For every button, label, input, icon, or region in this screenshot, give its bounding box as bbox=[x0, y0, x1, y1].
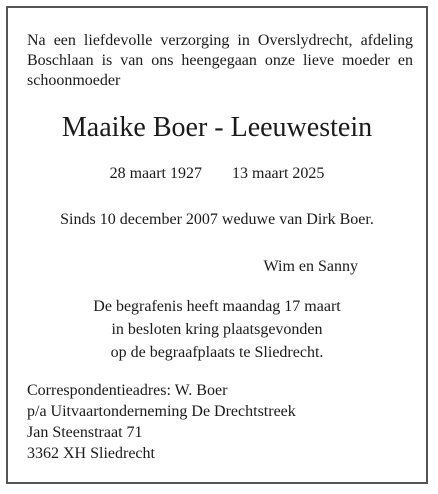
funeral-line: in besloten kring plaatsgevonden bbox=[111, 321, 323, 338]
address-line: 3362 XH Sliedrecht bbox=[27, 445, 155, 462]
address-line: p/a Uitvaartonderneming De Drechtstreek bbox=[27, 403, 296, 420]
life-dates bbox=[8, 164, 426, 184]
correspondence-address bbox=[27, 380, 296, 464]
funeral-text bbox=[8, 295, 426, 364]
deceased-name: Maaike Boer - Leeuwestein bbox=[61, 112, 373, 143]
widow-line: Sinds 10 december 2007 weduwe van Dirk Boer. bbox=[60, 211, 374, 228]
funeral-line: op de begraafplaats te Sliedrecht. bbox=[110, 344, 324, 361]
death-notice-card bbox=[6, 6, 428, 484]
signed-by: Wim en Sanny bbox=[263, 258, 358, 275]
birth-date: 28 maart 1927 bbox=[109, 165, 202, 182]
death-date: 13 maart 2025 bbox=[232, 165, 325, 182]
address-line: Jan Steenstraat 71 bbox=[27, 424, 143, 441]
intro-text: Na een liefdevolle verzorging in Overslydrecht, afdeling Boschlaan is van ons heengegaan onze lieve moeder en schoonmoeder bbox=[27, 32, 413, 89]
address-line: Correspondentieadres: W. Boer bbox=[27, 382, 228, 399]
funeral-line: De begrafenis heeft maandag 17 maart bbox=[93, 298, 341, 315]
